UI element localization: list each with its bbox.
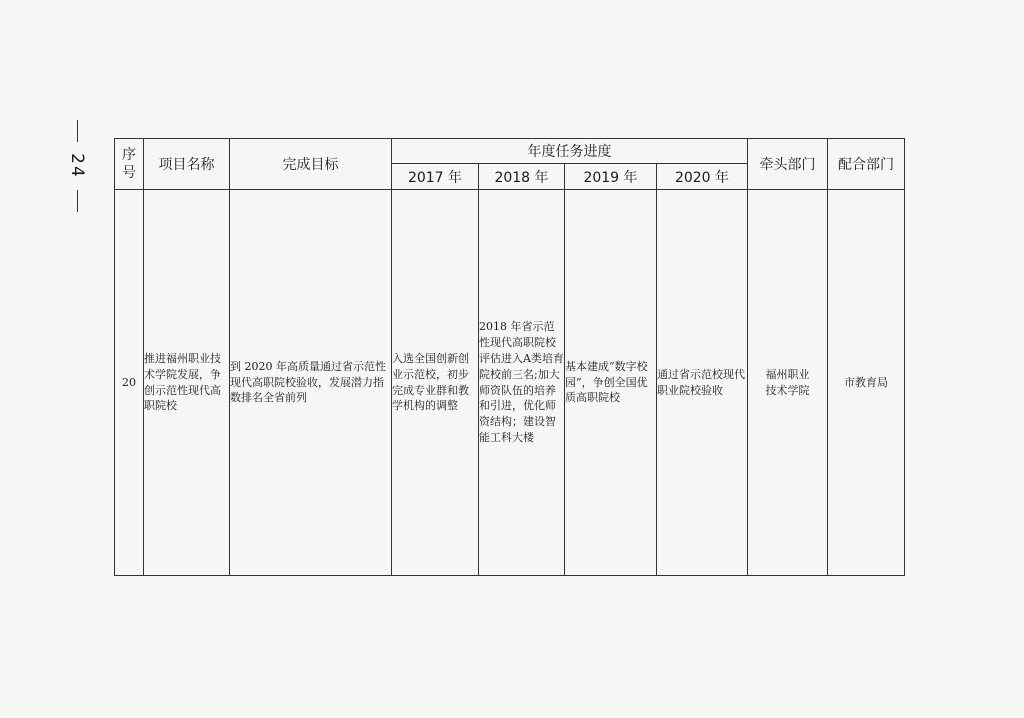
cell-project-name: 推进福州职业技术学院发展，争创示范性现代高职院校 (144, 190, 230, 576)
cell-2019: 基本建成“数字校园”，争创全国优质高职院校 (565, 190, 657, 576)
header-project-name: 项目名称 (144, 139, 230, 190)
header-year-2020: 2020 年 (657, 164, 748, 190)
header-coop-dept: 配合部门 (828, 139, 905, 190)
cell-goal: 到 2020 年高质量通过省示范性现代高职院校验收，发展潜力指数排名全省前列 (230, 190, 392, 576)
page-number (62, 120, 92, 220)
cell-2018: 2018 年省示范性现代高职院校评估进入A类培育院校前三名;加大师资队伍的培养和引进，优化师资结构；建设智能工科大楼 (479, 190, 565, 576)
cell-coop-dept: 市教育局 (828, 190, 905, 576)
header-year-2018: 2018 年 (479, 164, 565, 190)
header-goal: 完成目标 (230, 139, 392, 190)
header-seq: 序号 (115, 139, 144, 190)
table-row (115, 190, 905, 576)
cell-seq: 20 (115, 190, 144, 576)
cell-lead-dept: 福州职业技术学院 (748, 190, 828, 576)
page-number-text: 24 (66, 153, 87, 179)
header-year-2019: 2019 年 (565, 164, 657, 190)
page-number-dash-bottom (77, 190, 78, 212)
task-table (114, 138, 905, 576)
header-row-1 (115, 139, 905, 164)
header-year-2017: 2017 年 (392, 164, 479, 190)
page-number-dash-top (77, 120, 78, 142)
header-progress: 年度任务进度 (392, 139, 748, 164)
cell-2017: 入选全国创新创业示范校，初步完成专业群和教学机构的调整 (392, 190, 479, 576)
header-lead-dept: 牵头部门 (748, 139, 828, 190)
cell-2020: 通过省示范校现代职业院校验收 (657, 190, 748, 576)
